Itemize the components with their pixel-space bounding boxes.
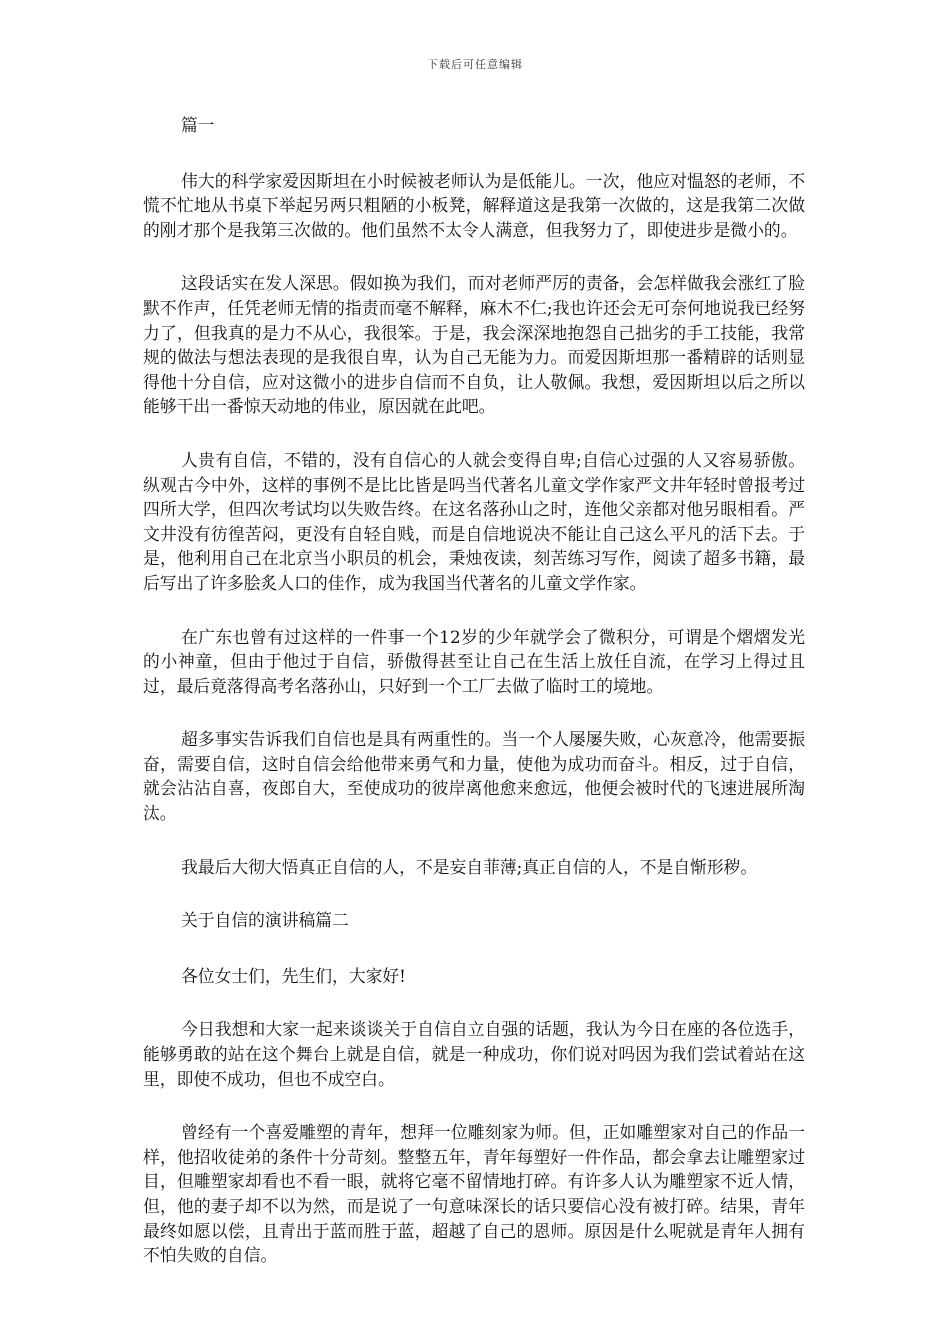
paragraph: 曾经有一个喜爱雕塑的青年，想拜一位雕刻家为师。但，正如雕塑家对自己的作品一样，他招收徒弟的条件十分苛刻。整整五年，青年每塑好一件作品，都会拿去让雕塑家过目，但雕塑家却看也不看一眼，就将它毫不留情地打碎。有许多人认为雕塑家不近人情，但，他的妻子却不以为然，而是说了一句意味深长的话只要信心没有被打碎。结果，青年最终如愿以偿，且青出于蓝而胜于蓝，超越了自己的恩师。原因是什么呢就是青年人拥有不怕失败的自信。 (143, 1122, 805, 1266)
paragraph: 各位女士们，先生们，大家好! (181, 965, 406, 986)
page-header: 下载后可任意编辑 (427, 58, 523, 71)
paragraph: 伟大的科学家爱因斯坦在小时候被老师认为是低能儿。一次，他应对愠怒的老师，不慌不忙地从书桌下举起另两只粗陋的小板凳，解释道这是我第一次做的，这是我第二次做的刚才那个是我第三次做的。他们虽然不太令人满意，但我努力了，即使进步是微小的。 (143, 170, 805, 240)
paragraph: 在广东也曾有过这样的一件事一个12岁的少年就学会了微积分，可谓是个熠熠发光的小神童，但由于他过于自信，骄傲得甚至让自己在生活上放任自流，在学习上得过且过，最后竟落得高考名落孙山，只好到一个工厂去做了临时工的境地。 (143, 626, 805, 696)
paragraph: 人贵有自信，不错的，没有自信心的人就会变得自卑;自信心过强的人又容易骄傲。纵观古今中外，这样的事例不是比比皆是吗当代著名儿童文学作家严文井年轻时曾报考过四所大学，但四次考试均以失败告终。在这名落孙山之时，连他父亲都对他另眼相看。严文井没有彷徨苦闷，更没有自轻自贱，而是自信地说决不能让自己这么平凡的活下去。于是，他利用自己在北京当小职员的机会，秉烛夜读，刻苦练习写作，阅读了超多书籍，最后写出了许多脍炙人口的佳作，成为我国当代著名的儿童文学作家。 (143, 449, 805, 593)
paragraph: 我最后大彻大悟真正自信的人，不是妄自菲薄;真正自信的人，不是自惭形秽。 (181, 856, 758, 877)
paragraph: 今日我想和大家一起来谈谈关于自信自立自强的话题，我认为今日在座的各位选手，能够勇敢的站在这个舞台上就是自信，就是一种成功，你们说对吗因为我们尝试着站在这里，即使不成功，但也不成空白。 (143, 1019, 805, 1089)
paragraph: 这段话实在发人深思。假如换为我们，而对老师严厉的责备，会怎样做我会涨红了脸默不作声，任凭老师无情的指责而毫不解释，麻木不仁;我也许还会无可奈何地说我已经努力了，但我真的是力不从心，我很笨。于是，我会深深地抱怨自己拙劣的手工技能，我常规的做法与想法表现的是我很自卑，认为自己无能为力。而爱因斯坦那一番精辟的话则显得他十分自信，应对这微小的进步自信而不自负，让人敬佩。我想，爱因斯坦以后之所以能够干出一番惊天动地的伟业，原因就在此吧。 (143, 273, 805, 417)
document-body (143, 113, 805, 1297)
section-title: 篇一 (181, 115, 215, 135)
paragraph: 超多事实告诉我们自信也是具有两重性的。当一个人屡屡失败，心灰意冷，他需要振奋，需要自信，这时自信会给他带来勇气和力量，使他为成功而奋斗。相反，过于自信，就会沾沾自喜，夜郎自大，至使成功的彼岸离他愈来愈远，他便会被时代的飞速进展所淘汰。 (143, 729, 805, 824)
section-title: 关于自信的演讲稿篇二 (181, 910, 349, 931)
